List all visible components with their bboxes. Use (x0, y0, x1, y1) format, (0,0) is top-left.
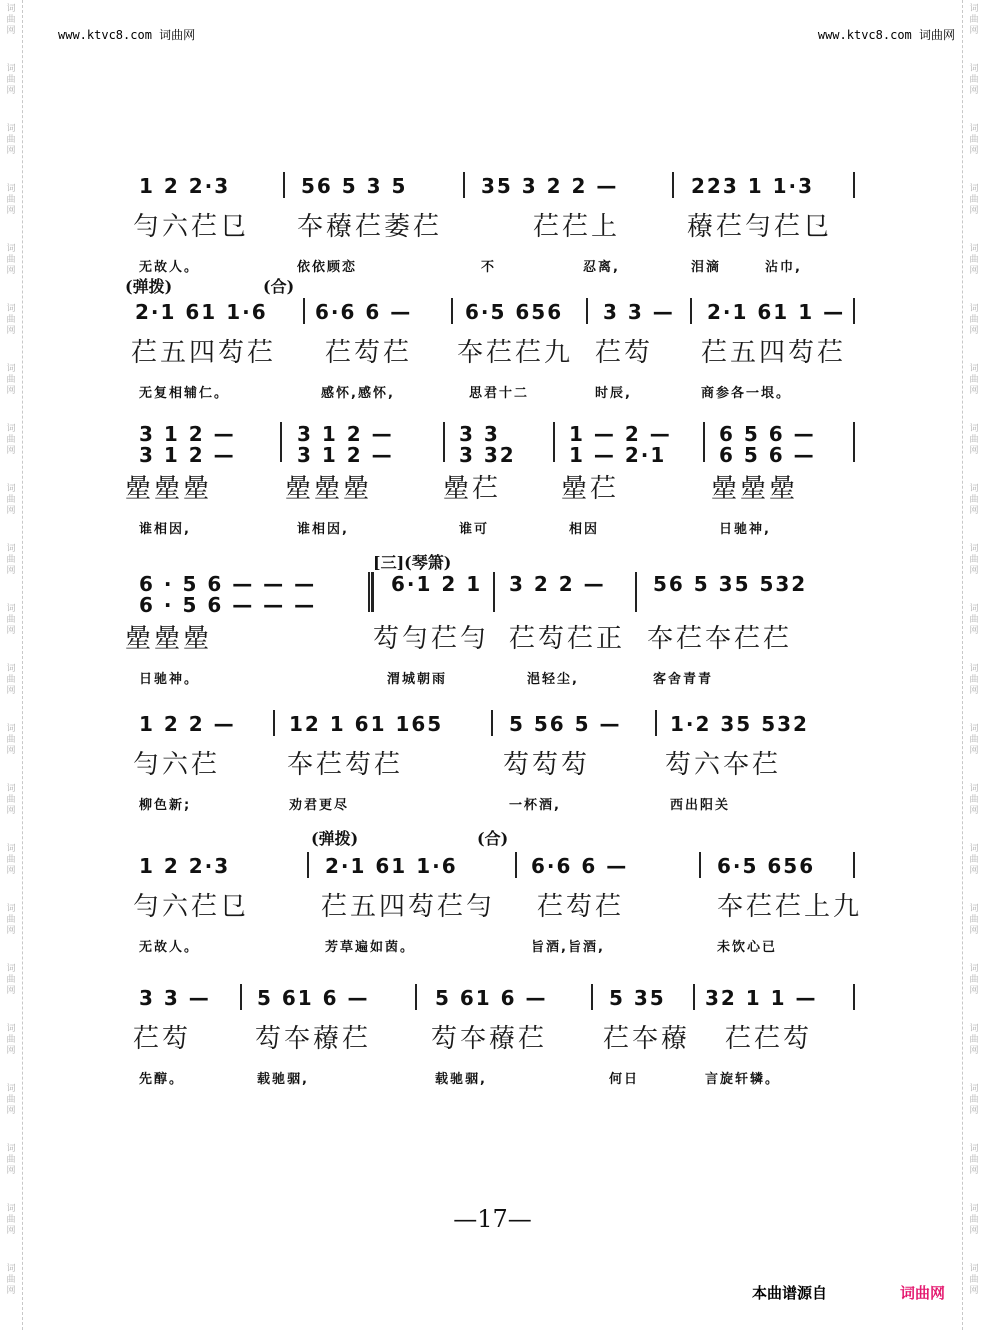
system-2 (125, 277, 860, 412)
watermark-text: 词曲网 (969, 64, 979, 96)
tablature-group: 芢芶芢 (325, 338, 413, 368)
notation-row (125, 708, 860, 740)
measure: 2·1 61 1 — (707, 300, 846, 324)
watermark-text: 词曲网 (6, 1024, 16, 1056)
tablature-group: 芶夲䕩芢 (431, 1024, 548, 1054)
measure: 6·1 2 1 (391, 572, 483, 596)
lyric: 泪滴 (691, 260, 722, 275)
barline (635, 572, 637, 612)
watermark-text: 词曲网 (969, 1264, 979, 1296)
tablature-group: 芢芢上 (533, 212, 621, 242)
lower-voice: 3 32 (459, 443, 516, 467)
tablature-group: 芢芶 (133, 1024, 192, 1054)
lyric: 言旋轩辚。 (705, 1072, 781, 1087)
watermark-text: 词曲网 (969, 784, 979, 816)
lyric: 无复相辅仁。 (139, 386, 230, 401)
notation-row (125, 850, 860, 882)
watermark-text: 词曲网 (969, 964, 979, 996)
tablature-group: 䕩芢勻芢㔾 (687, 212, 833, 242)
lyric: 西出阳关 (670, 798, 731, 813)
measure: 6·6 6 — (315, 300, 413, 324)
lyrics-row (125, 246, 860, 286)
tablature-group: 勻六芢 (133, 750, 221, 780)
system-6 (125, 829, 863, 966)
tablature-row (125, 464, 860, 508)
lower-voice: 3 1 2 — (139, 443, 236, 467)
notation-row (125, 982, 860, 1014)
measure: 1 2 2·3 (139, 174, 231, 198)
barline (283, 172, 285, 198)
tablature-group: 芶勻芢勻 (373, 624, 490, 654)
section-label: (弹拨) (311, 829, 359, 848)
barline (655, 710, 657, 736)
barline (591, 984, 593, 1010)
watermark-text: 词曲网 (969, 1024, 979, 1056)
measure: 3 3 — (139, 986, 211, 1010)
watermark-text: 词曲网 (969, 484, 979, 516)
page-number: —17— (453, 1205, 532, 1233)
watermark-text: 词曲网 (969, 184, 979, 216)
barline (273, 710, 275, 736)
lyric: 未饮心已 (717, 940, 778, 955)
watermark-text: 词曲网 (6, 364, 16, 396)
lyrics-row (125, 1058, 860, 1098)
lyric: 不 (481, 260, 497, 275)
barline (853, 852, 855, 878)
barline (303, 298, 305, 324)
measure: 5 35 (609, 986, 666, 1010)
system-1 (125, 170, 860, 286)
upper-voice: 6 · 5 6 — — — (139, 572, 317, 596)
tablature-group: 芢芶 (595, 338, 654, 368)
barline (240, 984, 242, 1010)
watermark-text: 词曲网 (969, 1204, 979, 1236)
footer-brand-link[interactable]: 词曲网 (900, 1284, 946, 1302)
tablature-group: 芢芶芢 (537, 892, 625, 922)
tablature-row (125, 882, 863, 926)
measure: 35 3 2 2 — (481, 174, 619, 198)
double-barline (368, 572, 374, 612)
measure: 12 1 61 165 (289, 712, 444, 736)
system-7 (125, 982, 860, 1098)
measure: 5 61 6 — (435, 986, 548, 1010)
barline (553, 422, 555, 462)
measure: 56 5 35 532 (653, 572, 808, 596)
tablature-group: 曐曐曐 (711, 474, 799, 504)
lyric: 先醇。 (139, 1072, 185, 1087)
lyrics-row (125, 784, 860, 824)
lyric: 劝君更尽 (289, 798, 350, 813)
lyric: 依依顾恋 (297, 260, 358, 275)
lyric: 日驰神。 (139, 672, 200, 687)
watermark-text: 词曲网 (6, 124, 16, 156)
watermark-text: 词曲网 (969, 304, 979, 336)
tablature-group: 芢五四芶芢勻 (321, 892, 496, 922)
measure: 5 56 5 — (509, 712, 622, 736)
tablature-group: 芢五四芶芢 (131, 338, 277, 368)
barline (703, 422, 705, 462)
lyric: 谁可 (459, 522, 490, 537)
lyric: 旨酒,旨酒, (531, 940, 605, 955)
barline (415, 984, 417, 1010)
watermark-text: 词曲网 (969, 1144, 979, 1176)
lyric: 一杯酒, (509, 798, 561, 813)
measure (569, 424, 672, 466)
barline (693, 984, 695, 1010)
watermark-text: 词曲网 (969, 664, 979, 696)
lower-voice: 6 · 5 6 — — — (139, 593, 317, 617)
measure (139, 574, 316, 616)
barline (690, 298, 692, 324)
barline (515, 852, 517, 878)
measure: 6·5 656 (465, 300, 564, 324)
lyric: 商参各一垠。 (701, 386, 792, 401)
watermark-text: 词曲网 (6, 1084, 16, 1116)
measure: 3 2 2 — (509, 572, 606, 596)
tablature-group: 曐芢 (443, 474, 502, 504)
measure: 1 2 2 — (139, 712, 236, 736)
lyric: 浥轻尘, (527, 672, 579, 687)
watermark-text: 词曲网 (969, 1084, 979, 1116)
barline (853, 422, 855, 462)
measure: 6·6 6 — (531, 854, 629, 878)
lyric: 载驰骃, (257, 1072, 309, 1087)
tablature-group: 芶六夲芢 (665, 750, 782, 780)
lyric: 柳色新; (139, 798, 192, 813)
watermark-text: 词曲网 (6, 724, 16, 756)
lyric: 时辰, (595, 386, 632, 401)
tablature-row (125, 614, 860, 658)
tablature-group: 芢芶芢正 (509, 624, 626, 654)
lower-voice: 6 5 6 — (719, 443, 816, 467)
lyric: 谁相因, (297, 522, 349, 537)
barline (853, 984, 855, 1010)
tablature-group: 夲芢芢九 (457, 338, 574, 368)
watermark-text: 词曲网 (6, 904, 16, 936)
barline (463, 172, 465, 198)
lyric: 载驰骃, (435, 1072, 487, 1087)
watermark-text: 词曲网 (6, 844, 16, 876)
watermark-text: 词曲网 (6, 244, 16, 276)
lower-voice: 1 — 2·1 (569, 443, 667, 467)
measure: 32 1 1 — (705, 986, 818, 1010)
watermark-text: 词曲网 (969, 244, 979, 276)
lyric: 感怀,感怀, (321, 386, 395, 401)
section-label: [三](琴箫) (373, 553, 452, 572)
barline (853, 298, 855, 324)
lyric: 谁相因, (139, 522, 191, 537)
tablature-group: 曐芢 (561, 474, 620, 504)
watermark-text: 词曲网 (6, 1204, 16, 1236)
watermark-text: 词曲网 (969, 724, 979, 756)
watermark-text: 词曲网 (969, 424, 979, 456)
barline (451, 298, 453, 324)
notation-row (125, 170, 860, 202)
header-right: www.ktvc8.com 词曲网 (817, 28, 955, 42)
tablature-group: 夲芢夲芢芢 (647, 624, 793, 654)
barline (853, 172, 855, 198)
watermark-text: 词曲网 (6, 64, 16, 96)
header-left: www.ktvc8.com 词曲网 (58, 28, 196, 42)
tablature-group: 曐曐曐 (285, 474, 373, 504)
tablature-group: 芢芢芶 (725, 1024, 813, 1054)
lyric: 客舍青青 (653, 672, 714, 687)
watermark-text: 词曲网 (6, 484, 16, 516)
lyric: 忍离, (583, 260, 620, 275)
tablature-group: 曐曐曐 (125, 474, 213, 504)
lyrics-row (125, 508, 860, 548)
barline (586, 298, 588, 324)
notation-row (125, 296, 860, 328)
system-3 (125, 420, 860, 548)
lyric: 无故人。 (139, 260, 200, 275)
barline (493, 572, 495, 612)
notation-row (125, 570, 860, 617)
upper-voice: 3 1 2 — (297, 422, 394, 446)
tablature-row (125, 202, 860, 246)
lyrics-row (125, 372, 860, 412)
tablature-group: 芶芶芶 (503, 750, 591, 780)
upper-voice: 6 5 6 — (719, 422, 816, 446)
measure (139, 424, 236, 466)
tablature-group: 勻六芢㔾 (133, 212, 250, 242)
lyric: 渭城朝雨 (387, 672, 448, 687)
tablature-group: 芢五四芶芢 (701, 338, 847, 368)
footer-source-text: 本曲谱源自 (752, 1284, 828, 1302)
upper-voice: 3 1 2 — (139, 422, 236, 446)
section-label: (弹拨) (125, 277, 173, 296)
lower-voice: 3 1 2 — (297, 443, 394, 467)
measure: 223 1 1·3 (691, 174, 815, 198)
lyric: 日驰神, (719, 522, 771, 537)
watermark-text: 词曲网 (6, 604, 16, 636)
notation-row (125, 420, 860, 467)
measure: 2·1 61 1·6 (325, 854, 458, 878)
tablature-group: 夲芢芶芢 (287, 750, 404, 780)
watermark-text: 词曲网 (6, 424, 16, 456)
watermark-text: 词曲网 (969, 844, 979, 876)
music-score (125, 170, 863, 1098)
barline (491, 710, 493, 736)
measure: 5 61 6 — (257, 986, 370, 1010)
barline (672, 172, 674, 198)
measure: 3 3 — (603, 300, 675, 324)
tablature-group: 芶夲䕩芢 (255, 1024, 372, 1054)
watermark-text: 词曲网 (6, 664, 16, 696)
watermark-text: 词曲网 (6, 184, 16, 216)
upper-voice: 3 3 (459, 422, 500, 446)
barline (699, 852, 701, 878)
measure: 6·5 656 (717, 854, 816, 878)
watermark-text: 词曲网 (969, 124, 979, 156)
watermark-text: 词曲网 (6, 1264, 16, 1296)
measure: 1 2 2·3 (139, 854, 231, 878)
system-5 (125, 708, 860, 824)
tablature-row (125, 740, 860, 784)
section-label: (合) (263, 277, 295, 296)
lyric: 无故人。 (139, 940, 200, 955)
watermark-text: 词曲网 (6, 4, 16, 36)
barline (443, 422, 445, 462)
barline (280, 422, 282, 462)
upper-voice: 1 — 2 — (569, 422, 672, 446)
lyric: 思君十二 (469, 386, 530, 401)
lyric: 何日 (609, 1072, 640, 1087)
measure (297, 424, 394, 466)
watermark-text: 词曲网 (6, 544, 16, 576)
section-label: (合) (477, 829, 509, 848)
measure: 2·1 61 1·6 (135, 300, 268, 324)
watermark-text: 词曲网 (6, 1144, 16, 1176)
tablature-group: 芢夲䕩 (603, 1024, 691, 1054)
tablature-row (125, 328, 860, 372)
tablature-group: 夲芢芢上九 (717, 892, 863, 922)
watermark-text: 词曲网 (969, 904, 979, 936)
system-4 (125, 553, 860, 698)
watermark-text: 词曲网 (6, 784, 16, 816)
lyrics-row (125, 926, 860, 966)
tablature-row (125, 1014, 860, 1058)
watermark-text: 词曲网 (6, 304, 16, 336)
lyrics-row (125, 658, 860, 698)
measure (459, 424, 516, 466)
barline (307, 852, 309, 878)
watermark-text: 词曲网 (969, 364, 979, 396)
watermark-text: 词曲网 (969, 604, 979, 636)
watermark-text: 词曲网 (6, 964, 16, 996)
tablature-group: 夲䕩芢萎芢 (297, 212, 443, 242)
tablature-group: 曐曐曐 (125, 624, 213, 654)
lyric: 沾巾, (765, 260, 802, 275)
lyric: 相因 (569, 522, 600, 537)
tablature-group: 勻六芢㔾 (133, 892, 250, 922)
measure (719, 424, 816, 466)
watermark-text: 词曲网 (969, 544, 979, 576)
measure: 1·2 35 532 (670, 712, 809, 736)
lyric: 芳草遍如茵。 (325, 940, 416, 955)
watermark-text: 词曲网 (969, 4, 979, 36)
measure: 56 5 3 5 (301, 174, 408, 198)
